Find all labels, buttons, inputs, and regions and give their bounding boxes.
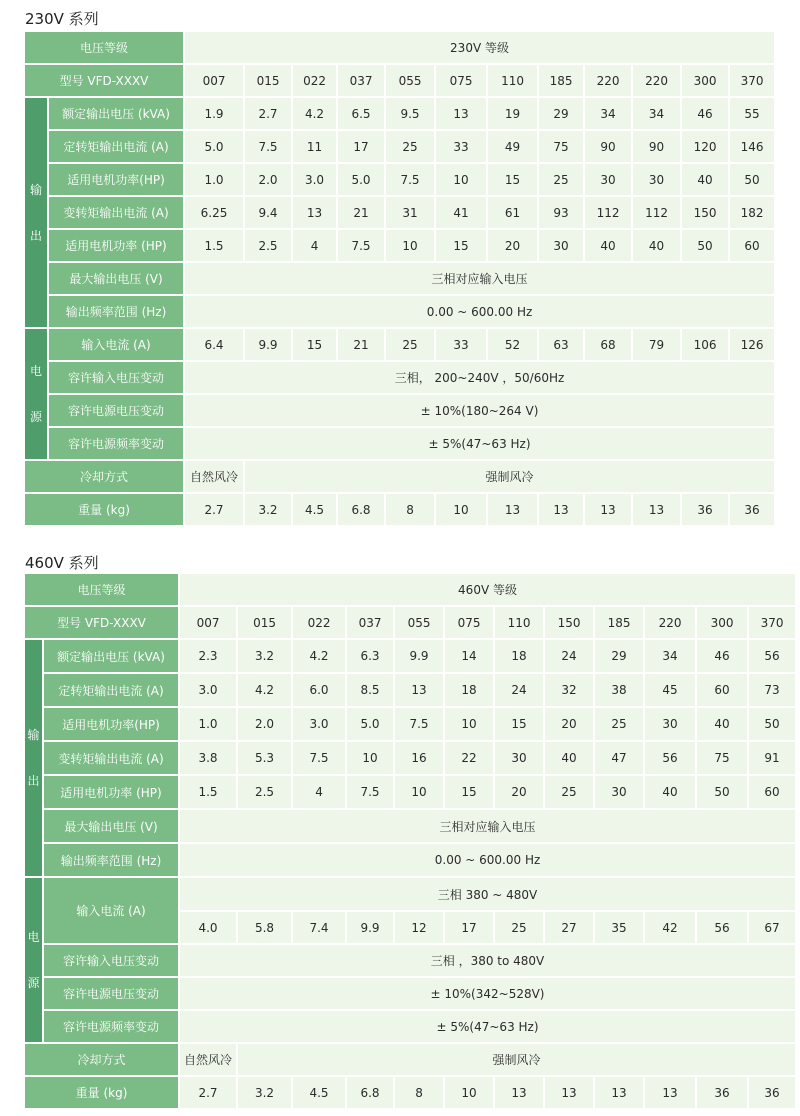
weight-value: 10 [445, 1077, 493, 1108]
table-row [25, 674, 795, 706]
output-spec-value: 7.5 [245, 131, 291, 162]
tolerance-input-voltage-label: 容许输入电压变动 [44, 945, 178, 976]
table-row [25, 708, 795, 740]
output-spec-value: 1.0 [185, 164, 243, 195]
input-current-value: 9.9 [347, 912, 393, 943]
weight-value: 36 [697, 1077, 747, 1108]
output-spec-value: 4.2 [238, 674, 291, 706]
output-spec-value: 40 [682, 164, 728, 195]
series-460-title: 460V 系列 [25, 554, 99, 572]
input-current-label: 输入电流 (A) [44, 878, 178, 943]
model-number: 055 [386, 65, 434, 96]
output-spec-value: 182 [730, 197, 774, 228]
output-spec-value: 5.0 [347, 708, 393, 740]
tolerance-supply-voltage-label: 容许电源电压变动 [49, 395, 183, 426]
weight-value: 3.2 [245, 494, 291, 525]
input-current-value: 67 [749, 912, 795, 943]
table-row [25, 197, 774, 228]
output-spec-value: 34 [633, 98, 680, 129]
weight-value: 3.2 [238, 1077, 291, 1108]
output-spec-value: 20 [545, 708, 593, 740]
weight-value: 13 [495, 1077, 543, 1108]
output-spec-value: 30 [495, 742, 543, 774]
model-number: 110 [495, 607, 543, 638]
input-current-value: 4.0 [180, 912, 236, 943]
cooling-method-label: 冷却方式 [25, 1044, 178, 1075]
output-spec-value: 24 [545, 640, 593, 672]
output-spec-value: 10 [445, 708, 493, 740]
input-current-value: 52 [488, 329, 537, 360]
table-row [25, 98, 774, 129]
output-spec-value: 1.0 [180, 708, 236, 740]
output-spec-value: 93 [539, 197, 583, 228]
table-row [25, 32, 774, 63]
input-current-value: 56 [697, 912, 747, 943]
input-current-value: 5.8 [238, 912, 291, 943]
model-number: 022 [293, 607, 345, 638]
model-number: 220 [633, 65, 680, 96]
model-number: 007 [185, 65, 243, 96]
tolerance-input-voltage-value: 三相 ，380 to 480V [180, 945, 795, 976]
weight-value: 4.5 [293, 494, 336, 525]
output-spec-value: 16 [395, 742, 443, 774]
voltage-class-label: 电压等级 [25, 574, 178, 605]
weight-value: 6.8 [338, 494, 384, 525]
model-number: 055 [395, 607, 443, 638]
output-spec-value: 13 [395, 674, 443, 706]
output-spec-value: 7.5 [386, 164, 434, 195]
weight-value: 6.8 [347, 1077, 393, 1108]
input-current-value: 25 [495, 912, 543, 943]
output-spec-value: 5.3 [238, 742, 291, 774]
output-spec-value: 13 [293, 197, 336, 228]
output-spec-value: 30 [633, 164, 680, 195]
model-number: 300 [697, 607, 747, 638]
output-spec-value: 1.9 [185, 98, 243, 129]
max-output-voltage-value: 三相对应输入电压 [180, 810, 795, 842]
input-current-value: 25 [386, 329, 434, 360]
output-side-char: 输 [29, 182, 42, 197]
model-number: 370 [749, 607, 795, 638]
output-spec-value: 60 [749, 776, 795, 808]
output-spec-value: 146 [730, 131, 774, 162]
output-spec-value: 9.9 [395, 640, 443, 672]
table-row [25, 131, 774, 162]
output-spec-value: 1.5 [180, 776, 236, 808]
model-number: 007 [180, 607, 236, 638]
output-spec-value: 50 [730, 164, 774, 195]
table-row [25, 395, 774, 426]
weight-value: 4.5 [293, 1077, 345, 1108]
output-spec-value: 3.0 [180, 674, 236, 706]
output-spec-value: 7.5 [293, 742, 345, 774]
output-spec-value: 49 [488, 131, 537, 162]
output-spec-value: 4 [293, 776, 345, 808]
weight-value: 36 [682, 494, 728, 525]
max-output-voltage-label: 最大输出电压 (V) [44, 810, 178, 842]
model-number: 022 [293, 65, 336, 96]
model-number: 300 [682, 65, 728, 96]
table-row [25, 164, 774, 195]
output-spec-value: 7.5 [338, 230, 384, 261]
weight-value: 10 [436, 494, 486, 525]
output-spec-value: 75 [697, 742, 747, 774]
model-number: 037 [338, 65, 384, 96]
output-spec-value: 32 [545, 674, 593, 706]
output-spec-value: 25 [386, 131, 434, 162]
table-row [25, 810, 795, 842]
output-spec-label: 定转矩输出电流 (A) [44, 674, 178, 706]
weight-value: 36 [749, 1077, 795, 1108]
output-spec-value: 47 [595, 742, 643, 774]
output-spec-value: 90 [585, 131, 631, 162]
output-spec-value: 75 [539, 131, 583, 162]
input-current-value: 79 [633, 329, 680, 360]
output-spec-value: 24 [495, 674, 543, 706]
output-spec-value: 2.3 [180, 640, 236, 672]
output-spec-value: 40 [697, 708, 747, 740]
table-row [25, 263, 774, 294]
output-spec-value: 60 [730, 230, 774, 261]
output-spec-value: 7.5 [347, 776, 393, 808]
series-460-grid [23, 572, 797, 1110]
table-row [25, 230, 774, 261]
output-spec-value: 15 [495, 708, 543, 740]
output-spec-value: 50 [749, 708, 795, 740]
output-spec-value: 25 [595, 708, 643, 740]
input-current-value: 21 [338, 329, 384, 360]
output-side-char: 出 [27, 774, 40, 788]
output-spec-value: 15 [436, 230, 486, 261]
output-spec-value: 29 [595, 640, 643, 672]
output-spec-value: 5.0 [338, 164, 384, 195]
power-group-label [25, 878, 42, 1042]
power-side-char: 电 [27, 930, 40, 944]
weight-value: 13 [545, 1077, 593, 1108]
output-spec-value: 73 [749, 674, 795, 706]
voltage-class-value: 230V 等级 [185, 32, 774, 63]
output-spec-value: 6.25 [185, 197, 243, 228]
model-number: 220 [585, 65, 631, 96]
model-number: 150 [545, 607, 593, 638]
output-spec-value: 31 [386, 197, 434, 228]
weight-value: 13 [595, 1077, 643, 1108]
weight-label: 重量 (kg) [25, 1077, 178, 1108]
model-number: 370 [730, 65, 774, 96]
input-current-value: 68 [585, 329, 631, 360]
output-spec-value: 50 [682, 230, 728, 261]
table-row [25, 978, 795, 1009]
output-spec-value: 15 [445, 776, 493, 808]
output-spec-value: 21 [338, 197, 384, 228]
input-current-value: 12 [395, 912, 443, 943]
output-spec-value: 150 [682, 197, 728, 228]
output-spec-value: 10 [436, 164, 486, 195]
output-spec-value: 40 [645, 776, 695, 808]
output-spec-value: 34 [645, 640, 695, 672]
model-number: 015 [245, 65, 291, 96]
output-spec-value: 13 [436, 98, 486, 129]
output-spec-value: 14 [445, 640, 493, 672]
output-spec-value: 19 [488, 98, 537, 129]
output-spec-value: 60 [697, 674, 747, 706]
output-spec-value: 33 [436, 131, 486, 162]
output-spec-value: 46 [682, 98, 728, 129]
output-spec-value: 41 [436, 197, 486, 228]
output-spec-value: 45 [645, 674, 695, 706]
output-spec-value: 30 [595, 776, 643, 808]
output-spec-value: 2.7 [245, 98, 291, 129]
output-spec-value: 40 [585, 230, 631, 261]
output-spec-label: 定转矩输出电流 (A) [49, 131, 183, 162]
output-spec-value: 18 [495, 640, 543, 672]
output-frequency-value: 0.00 ~ 600.00 Hz [180, 844, 795, 876]
output-spec-label: 额定输出电压 (kVA) [49, 98, 183, 129]
tolerance-input-voltage-value: 三相， 200~240V ，50/60Hz [185, 362, 774, 393]
tolerance-supply-frequency-value: ± 5%(47~63 Hz) [180, 1011, 795, 1042]
output-spec-label: 适用电机功率(HP) [49, 164, 183, 195]
output-spec-value: 30 [645, 708, 695, 740]
output-group-label [25, 98, 47, 327]
output-spec-value: 18 [445, 674, 493, 706]
output-spec-value: 38 [595, 674, 643, 706]
output-spec-value: 120 [682, 131, 728, 162]
output-frequency-label: 输出频率范围 (Hz) [44, 844, 178, 876]
tolerance-supply-frequency-label: 容许电源频率变动 [44, 1011, 178, 1042]
model-label: 型号 VFD-XXXV [25, 607, 178, 638]
output-spec-value: 6.3 [347, 640, 393, 672]
weight-label: 重量 (kg) [25, 494, 183, 525]
output-frequency-label: 输出频率范围 (Hz) [49, 296, 183, 327]
input-current-value: 33 [436, 329, 486, 360]
table-row [25, 945, 795, 976]
model-number: 075 [436, 65, 486, 96]
tolerance-supply-voltage-value: ± 10%(180~264 V) [185, 395, 774, 426]
series-230-grid [23, 30, 776, 527]
output-spec-value: 46 [697, 640, 747, 672]
output-spec-value: 9.5 [386, 98, 434, 129]
tolerance-supply-voltage-label: 容许电源电压变动 [44, 978, 178, 1009]
output-spec-value: 40 [633, 230, 680, 261]
output-spec-label: 适用电机功率 (HP) [49, 230, 183, 261]
output-spec-value: 17 [338, 131, 384, 162]
output-spec-value: 29 [539, 98, 583, 129]
output-spec-value: 4.2 [293, 640, 345, 672]
cooling-forced: 强制风冷 [245, 461, 774, 492]
output-spec-value: 7.5 [395, 708, 443, 740]
weight-value: 8 [386, 494, 434, 525]
output-spec-value: 11 [293, 131, 336, 162]
weight-value: 13 [488, 494, 537, 525]
table-row [25, 428, 774, 459]
model-number: 075 [445, 607, 493, 638]
input-supply-value: 三相 380 ~ 480V [180, 878, 795, 910]
output-spec-value: 112 [633, 197, 680, 228]
power-group-label [25, 329, 47, 459]
output-side-char: 输 [27, 728, 40, 742]
table-row [25, 494, 774, 525]
input-current-value: 35 [595, 912, 643, 943]
output-spec-value: 112 [585, 197, 631, 228]
output-spec-value: 50 [697, 776, 747, 808]
output-spec-value: 10 [347, 742, 393, 774]
power-side-char: 电 [29, 364, 42, 378]
output-spec-value: 22 [445, 742, 493, 774]
output-spec-label: 变转矩输出电流 (A) [49, 197, 183, 228]
output-spec-label: 适用电机功率(HP) [44, 708, 178, 740]
output-frequency-value: 0.00 ~ 600.00 Hz [185, 296, 774, 327]
voltage-class-value: 460V 等级 [180, 574, 795, 605]
weight-value: 8 [395, 1077, 443, 1108]
input-current-value: 9.9 [245, 329, 291, 360]
max-output-voltage-label: 最大输出电压 (V) [49, 263, 183, 294]
tolerance-supply-frequency-value: ± 5%(47~63 Hz) [185, 428, 774, 459]
output-spec-value: 10 [395, 776, 443, 808]
table-row [25, 742, 795, 774]
table-row [25, 1011, 795, 1042]
weight-value: 13 [539, 494, 583, 525]
output-spec-value: 55 [730, 98, 774, 129]
voltage-class-label: 电压等级 [25, 32, 183, 63]
table-row [25, 574, 795, 605]
output-spec-value: 10 [386, 230, 434, 261]
tolerance-input-voltage-label: 容许输入电压变动 [49, 362, 183, 393]
output-spec-value: 2.0 [238, 708, 291, 740]
output-spec-value: 30 [585, 164, 631, 195]
model-number: 185 [539, 65, 583, 96]
input-current-value: 126 [730, 329, 774, 360]
weight-value: 2.7 [180, 1077, 236, 1108]
model-number: 015 [238, 607, 291, 638]
input-current-value: 15 [293, 329, 336, 360]
table-row [25, 461, 774, 492]
input-current-value: 7.4 [293, 912, 345, 943]
output-spec-value: 40 [545, 742, 593, 774]
input-current-value: 42 [645, 912, 695, 943]
model-label: 型号 VFD-XXXV [25, 65, 183, 96]
cooling-forced: 强制风冷 [238, 1044, 795, 1075]
series-230-title: 230V 系列 [25, 10, 99, 28]
output-spec-value: 2.5 [238, 776, 291, 808]
output-spec-value: 91 [749, 742, 795, 774]
output-spec-value: 56 [645, 742, 695, 774]
table-row [25, 362, 774, 393]
model-number: 037 [347, 607, 393, 638]
table-row [25, 296, 774, 327]
output-spec-value: 2.5 [245, 230, 291, 261]
output-spec-value: 9.4 [245, 197, 291, 228]
output-spec-value: 4.2 [293, 98, 336, 129]
output-spec-value: 20 [488, 230, 537, 261]
table-row [25, 1077, 795, 1108]
table-row [25, 640, 795, 672]
output-spec-value: 6.0 [293, 674, 345, 706]
output-group-label [25, 640, 42, 876]
tolerance-supply-frequency-label: 容许电源频率变动 [49, 428, 183, 459]
output-spec-value: 3.0 [293, 708, 345, 740]
weight-value: 36 [730, 494, 774, 525]
weight-value: 13 [633, 494, 680, 525]
output-spec-value: 90 [633, 131, 680, 162]
table-row [25, 607, 795, 638]
output-spec-label: 额定输出电压 (kVA) [44, 640, 178, 672]
output-spec-value: 30 [539, 230, 583, 261]
cooling-method-label: 冷却方式 [25, 461, 183, 492]
output-spec-value: 3.8 [180, 742, 236, 774]
input-current-value: 6.4 [185, 329, 243, 360]
output-spec-value: 3.2 [238, 640, 291, 672]
table-row [25, 844, 795, 876]
input-current-value: 63 [539, 329, 583, 360]
output-spec-value: 8.5 [347, 674, 393, 706]
max-output-voltage-value: 三相对应输入电压 [185, 263, 774, 294]
tolerance-supply-voltage-value: ± 10%(342~528V) [180, 978, 795, 1009]
output-spec-value: 20 [495, 776, 543, 808]
output-spec-value: 2.0 [245, 164, 291, 195]
cooling-natural: 自然风冷 [185, 461, 243, 492]
output-spec-value: 5.0 [185, 131, 243, 162]
table-row [25, 1044, 795, 1075]
input-current-value: 106 [682, 329, 728, 360]
output-spec-value: 1.5 [185, 230, 243, 261]
table-row [25, 65, 774, 96]
weight-value: 2.7 [185, 494, 243, 525]
output-spec-value: 25 [539, 164, 583, 195]
output-spec-value: 25 [545, 776, 593, 808]
model-number: 220 [645, 607, 695, 638]
input-current-label: 输入电流 (A) [49, 329, 183, 360]
output-spec-value: 34 [585, 98, 631, 129]
output-spec-value: 61 [488, 197, 537, 228]
output-spec-value: 3.0 [293, 164, 336, 195]
output-side-char: 出 [29, 228, 42, 243]
output-spec-label: 适用电机功率 (HP) [44, 776, 178, 808]
cooling-natural: 自然风冷 [180, 1044, 236, 1075]
table-row [25, 878, 795, 910]
model-number: 110 [488, 65, 537, 96]
model-number: 185 [595, 607, 643, 638]
input-current-value: 27 [545, 912, 593, 943]
output-spec-value: 6.5 [338, 98, 384, 129]
output-spec-value: 15 [488, 164, 537, 195]
table-row [25, 329, 774, 360]
output-spec-value: 56 [749, 640, 795, 672]
weight-value: 13 [585, 494, 631, 525]
output-spec-label: 变转矩输出电流 (A) [44, 742, 178, 774]
input-current-value: 17 [445, 912, 493, 943]
power-side-char: 源 [27, 976, 40, 990]
weight-value: 13 [645, 1077, 695, 1108]
output-spec-value: 4 [293, 230, 336, 261]
table-row [25, 776, 795, 808]
power-side-char: 源 [29, 410, 42, 424]
